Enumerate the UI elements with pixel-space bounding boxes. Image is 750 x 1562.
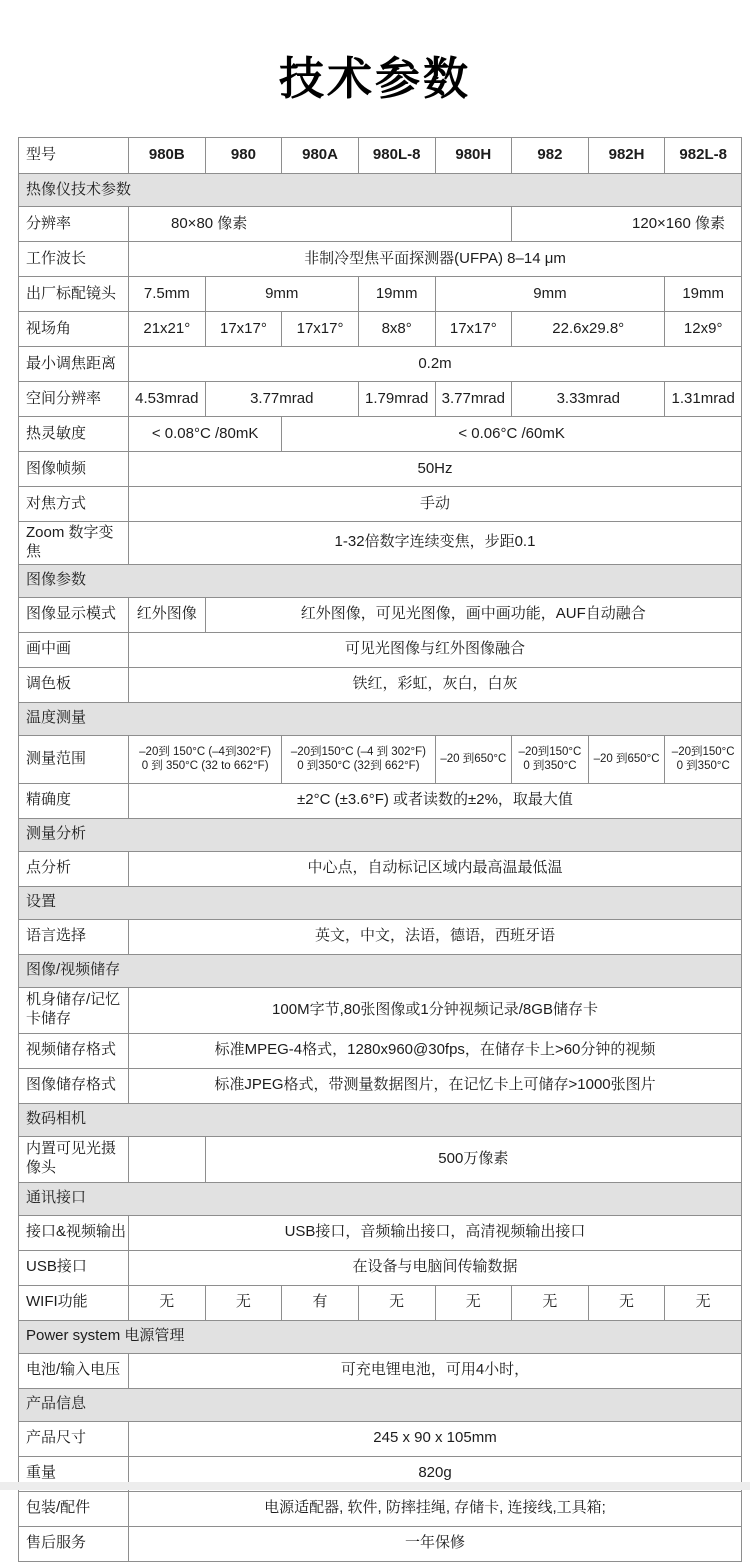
spec-cell: 120×160 像素 [512,207,742,242]
table-row [19,1215,742,1250]
spec-cell [129,735,282,783]
spec-cell: 500万像素 [205,1136,741,1182]
spec-cell: 100M字节,80张图像或1分钟视频记录/8GB储存卡 [129,987,742,1033]
row-label: 售后服务 [19,1526,129,1561]
spec-cell: 无 [358,1285,435,1320]
range-line: –20到150°C (–4 到 302°F) [290,746,426,758]
range-line: 0 到350°C [676,760,730,772]
range-line: –20到150°C [518,746,582,758]
table-row [19,783,742,818]
row-label: USB接口 [19,1250,129,1285]
row-label: 点分析 [19,851,129,886]
spec-cell: USB接口，音频输出接口，高清视频输出接口 [129,1215,742,1250]
spec-cell: 无 [665,1285,742,1320]
spec-cell [282,735,435,783]
row-label: 工作波长 [19,242,129,277]
table-row [19,1250,742,1285]
table-row [19,1526,742,1561]
table-row [19,1353,742,1388]
section-title: 通讯接口 [19,1182,742,1215]
row-label: 包装/配件 [19,1491,129,1526]
range-line: 0 到 350°C (32 to 662°F) [141,760,269,772]
table-row [19,1068,742,1103]
spec-cell: 红外图像，可见光图像，画中画功能，AUF自动融合 [205,597,741,632]
spec-cell: 可充电锂电池，可用4小时， [129,1353,742,1388]
spec-cell: 0.2m [129,347,742,382]
spec-cell: 245 x 90 x 105mm [129,1421,742,1456]
spec-cell: 50Hz [129,452,742,487]
section-title: 图像参数 [19,564,742,597]
row-label: 图像帧频 [19,452,129,487]
row-label: 内置可见光摄像头 [19,1136,129,1182]
section-row [19,564,742,597]
spec-cell: 非制冷型焦平面探测器(UFPA) 8–14 μm [129,242,742,277]
range-line: –20 到650°C [593,753,660,765]
spec-cell: 1.79mrad [358,382,435,417]
table-row [19,522,742,565]
spec-cell [435,735,512,783]
footer-strip [0,1482,750,1490]
table-row [19,382,742,417]
model-header-cell: 980A [282,138,359,174]
spec-cell: 17x17° [435,312,512,347]
spec-cell: 电源适配器, 软件, 防摔挂绳, 存储卡, 连接线,工具箱; [129,1491,742,1526]
section-row [19,954,742,987]
spec-cell: ±2°C (±3.6°F) 或者读数的±2%，取最大值 [129,783,742,818]
section-title: 测量分析 [19,818,742,851]
table-row [19,1491,742,1526]
section-title: 温度测量 [19,702,742,735]
table-row [19,417,742,452]
section-row [19,702,742,735]
model-header-cell: 982H [588,138,665,174]
table-row [19,312,742,347]
spec-cell [512,735,589,783]
table-row [19,1136,742,1182]
model-header-cell: 980H [435,138,512,174]
spec-cell: 铁红，彩虹，灰白，白灰 [129,667,742,702]
range-line: –20 到650°C [440,753,507,765]
table-row [19,597,742,632]
row-label: 图像储存格式 [19,1068,129,1103]
spec-cell: 无 [129,1285,206,1320]
spec-cell: 22.6x29.8° [512,312,665,347]
spec-table [18,137,742,1562]
spec-cell: 8x8° [358,312,435,347]
page-title: 技术参数 [278,53,471,104]
spec-cell: 可见光图像与红外图像融合 [129,632,742,667]
spec-cell: 3.33mrad [512,382,665,417]
table-row [19,851,742,886]
section-row [19,1320,742,1353]
range-line: –20到150°C [671,746,735,758]
spec-cell: 英文，中文，法语，德语，西班牙语 [129,919,742,954]
spec-cell: 手动 [129,487,742,522]
spec-cell: 12x9° [665,312,742,347]
spec-cell: 无 [435,1285,512,1320]
range-line: 0 到350°C [523,760,577,772]
section-title: Power system 电源管理 [19,1320,742,1353]
spec-cell: 标准JPEG格式，带测量数据图片，在记忆卡上可储存>1000张图片 [129,1068,742,1103]
spec-cell: 19mm [665,277,742,312]
section-row [19,1182,742,1215]
table-row [19,667,742,702]
section-title: 产品信息 [19,1388,742,1421]
spec-cell: 在设备与电脑间传输数据 [129,1250,742,1285]
spec-cell: 21x21° [129,312,206,347]
row-label: 视频储存格式 [19,1033,129,1068]
row-label: 对焦方式 [19,487,129,522]
table-row [19,735,742,783]
section-row [19,174,742,207]
row-label: 重量 [19,1456,129,1491]
row-label: 视场角 [19,312,129,347]
spec-cell: < 0.06°C /60mK [282,417,742,452]
row-label: 型号 [19,138,129,174]
row-label: 最小调焦距离 [19,347,129,382]
spec-cell: 无 [588,1285,665,1320]
spec-cell: 3.77mrad [435,382,512,417]
table-row [19,1285,742,1320]
spec-cell: 820g [129,1456,742,1491]
table-row [19,1421,742,1456]
row-label: 热灵敏度 [19,417,129,452]
spec-cell: 标准MPEG-4格式，1280x960@30fps，在储存卡上>60分钟的视频 [129,1033,742,1068]
row-label: Zoom 数字变焦 [19,522,129,565]
spec-cell: 9mm [205,277,358,312]
row-label: 空间分辨率 [19,382,129,417]
section-title: 数码相机 [19,1103,742,1136]
spec-cell: 17x17° [205,312,282,347]
model-header-cell: 980 [205,138,282,174]
section-title: 图像/视频储存 [19,954,742,987]
table-row [19,919,742,954]
spec-cell: 19mm [358,277,435,312]
row-label: 出厂标配镜头 [19,277,129,312]
row-label: 图像显示模式 [19,597,129,632]
model-header-cell: 980L-8 [358,138,435,174]
row-label: 语言选择 [19,919,129,954]
spec-cell [588,735,665,783]
row-label: 机身储存/记忆卡储存 [19,987,129,1033]
table-row [19,452,742,487]
range-line: 0 到350°C (32到 662°F) [297,760,420,772]
spec-cell: 无 [205,1285,282,1320]
row-label: 调色板 [19,667,129,702]
spec-cell: 80×80 像素 [129,207,512,242]
row-label: 产品尺寸 [19,1421,129,1456]
spec-cell: 9mm [435,277,665,312]
row-label: 接口&视频输出 [19,1215,129,1250]
row-label: 测量范围 [19,735,129,783]
table-row [19,207,742,242]
spec-cell: 3.77mrad [205,382,358,417]
row-label: WIFI功能 [19,1285,129,1320]
spec-cell: 一年保修 [129,1526,742,1561]
table-row [19,632,742,667]
table-row [19,487,742,522]
section-row [19,818,742,851]
table-row [19,242,742,277]
spec-cell [665,735,742,783]
row-label: 画中画 [19,632,129,667]
spec-cell: 中心点，自动标记区域内最高温最低温 [129,851,742,886]
spec-cell: 红外图像 [129,597,206,632]
model-header-cell: 982L-8 [665,138,742,174]
table-row [19,987,742,1033]
spec-cell-empty [129,1136,206,1182]
row-label: 分辨率 [19,207,129,242]
section-row [19,1103,742,1136]
range-line: –20到 150°C (–4到302°F) [139,746,272,758]
model-header-cell: 982 [512,138,589,174]
spec-cell: 17x17° [282,312,359,347]
table-row [19,277,742,312]
spec-cell: 4.53mrad [129,382,206,417]
spec-cell: < 0.08°C /80mK [129,417,282,452]
row-label: 电池/输入电压 [19,1353,129,1388]
row-label: 精确度 [19,783,129,818]
table-row [19,1033,742,1068]
spec-cell: 1-32倍数字连续变焦，步距0.1 [129,522,742,565]
spec-cell: 无 [512,1285,589,1320]
section-title: 热像仪技术参数 [19,174,742,207]
section-row [19,886,742,919]
model-header-cell: 980B [129,138,206,174]
section-row [19,1388,742,1421]
section-title: 设置 [19,886,742,919]
spec-cell: 7.5mm [129,277,206,312]
table-row [19,347,742,382]
spec-cell: 有 [282,1285,359,1320]
spec-cell: 1.31mrad [665,382,742,417]
model-header-row [19,138,742,174]
